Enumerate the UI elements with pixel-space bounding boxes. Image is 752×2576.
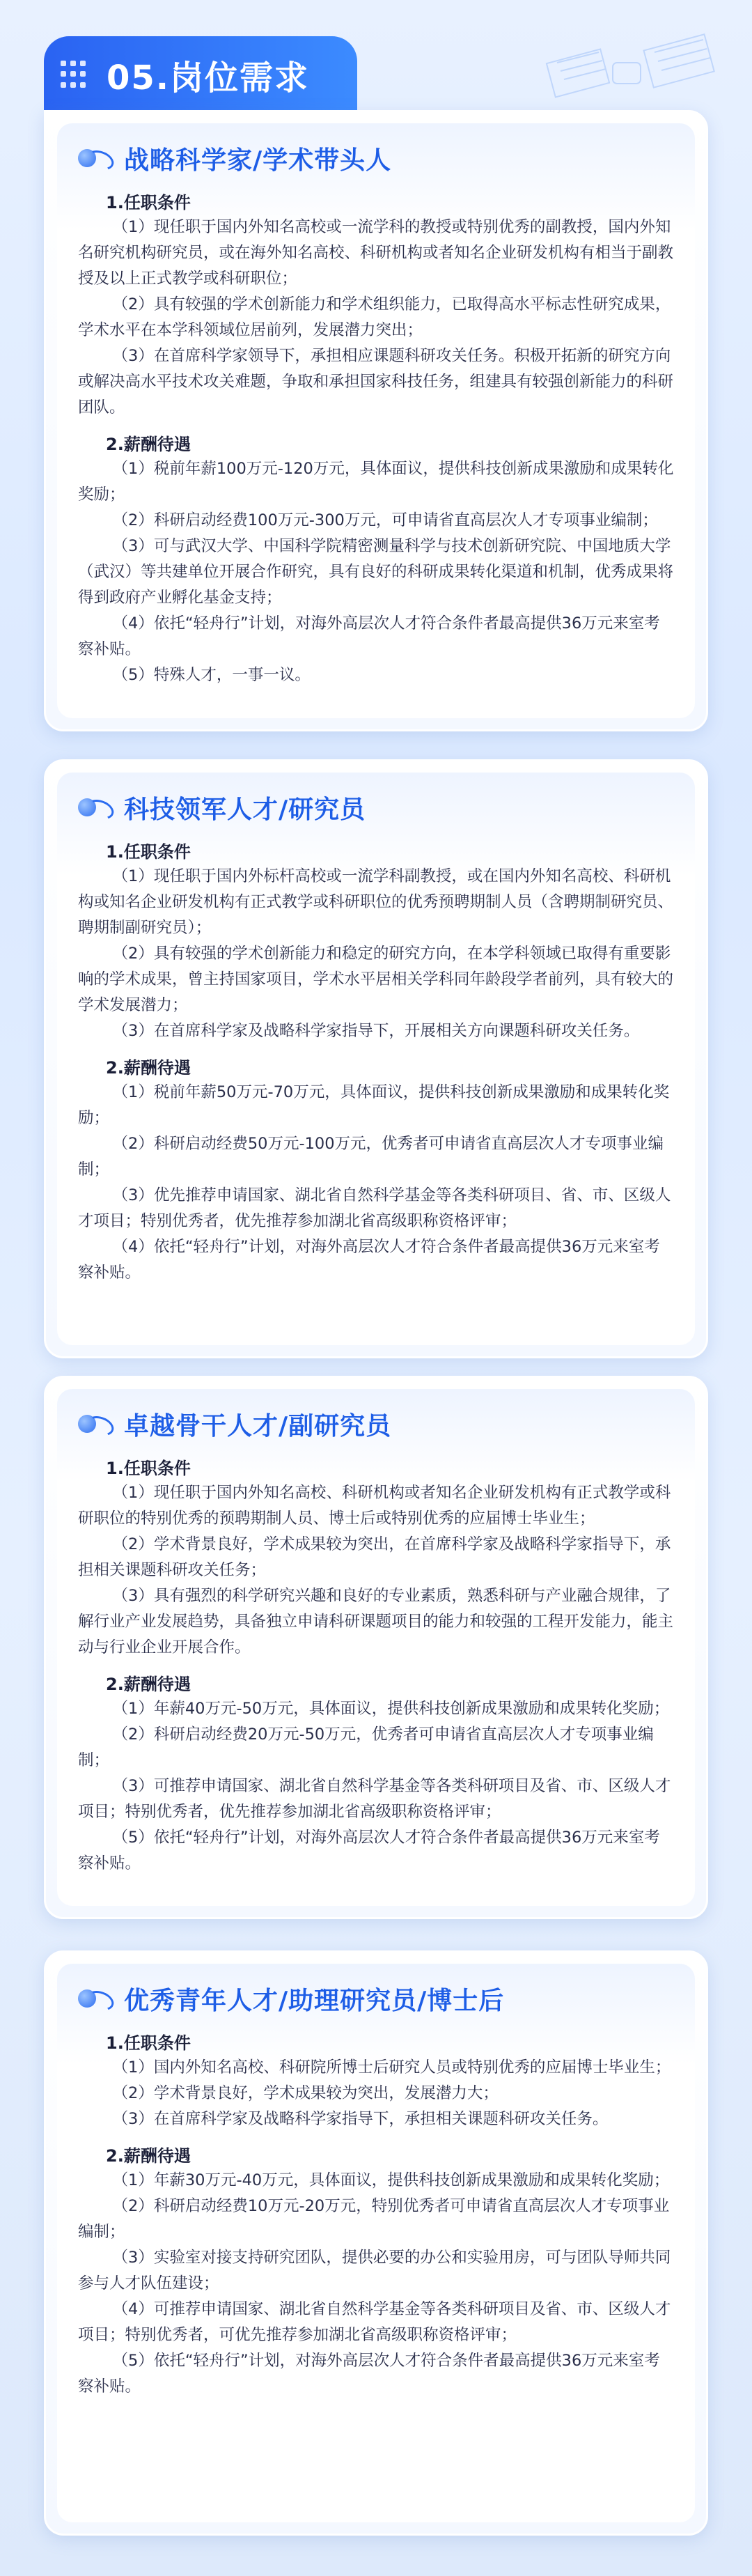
compensation-item: （5）依托“轻舟行”计划，对海外高层次人才符合条件者最高提供36万元来室考察补贴。: [78, 2352, 660, 2396]
compensation-item: （3）可与武汉大学、中国科学院精密测量科学与技术创新研究院、中国地质大学（武汉）等共建单位开展合作研究，具有良好的科研成果转化渠道和机制，优秀成果将得到政府产业孵化基金支持；: [78, 537, 674, 607]
compensation-item: （4）依托“轻舟行”计划，对海外高层次人才符合条件者最高提供36万元来室考察补贴。: [78, 614, 660, 658]
requirement-item: （3）在首席科学家及战略科学家指导下，承担相关课题科研攻关任务。: [112, 2110, 609, 2128]
compensation-item: （3）实验室对接支持研究团队，提供必要的办公和实验用房，可与团队导师共同参与人才队伍建设；: [78, 2249, 671, 2292]
requirement-item: （1）国内外知名高校、科研院所博士后研究人员或特别优秀的应届博士毕业生；: [112, 2058, 671, 2077]
requirement-item: （3）具有强烈的科学研究兴趣和良好的专业素质，熟悉科研与产业融合规律，了解行业产业发展趋势，具备独立申请科研课题项目的能力和较强的工程开发能力，能主动与行业企业开展合作。: [78, 1587, 674, 1656]
compensation-item: （2）科研启动经费20万元-50万元，优秀者可申请省直高层次人才专项事业编制；: [78, 1725, 654, 1769]
card-title: 战略科学家/学术带头人: [124, 146, 392, 175]
planet-orbit-icon: [78, 1415, 113, 1433]
compensation-item: （2）科研启动经费100万元-300万元，可申请省直高层次人才专项事业编制；: [112, 511, 658, 529]
card-title-row: [78, 786, 674, 828]
card-title: 优秀青年人才/助理研究员/博士后: [124, 1986, 505, 2015]
planet-orbit-icon: [78, 798, 113, 816]
planet-orbit-icon: [78, 149, 113, 167]
requirement-item: （1）现任职于国内外知名高校或一流学科的教授或特别优秀的副教授，国内外知名研究机构研究员，或在海外知名高校、科研机构或者知名企业研发机构有相当于副教授及以上正式教学或科研职位；: [78, 218, 674, 288]
requirement-item: （3）在首席科学家及战略科学家指导下，开展相关方向课题科研攻关任务。: [112, 1022, 640, 1040]
compensation-item: （2）科研启动经费50万元-100万元，优秀者可申请省直高层次人才专项事业编制；: [78, 1135, 664, 1179]
card-title: 卓越骨干人才/副研究员: [124, 1411, 392, 1441]
planet-orbit-icon: [78, 1989, 113, 2008]
compensation-item: （4）依托“轻舟行”计划，对海外高层次人才符合条件者最高提供36万元来室考察补贴。: [78, 1238, 660, 1282]
compensation-item: （1）年薪40万元-50万元，具体面议，提供科技创新成果激励和成果转化奖励；: [112, 1700, 670, 1718]
position-card-young-talent: [44, 1950, 708, 2536]
requirement-item: （2）学术背景良好，学术成果较为突出，发展潜力大；: [112, 2084, 499, 2102]
compensation-heading: 2.薪酬待遇: [106, 435, 191, 454]
grid-dots-icon: [61, 61, 88, 88]
card-title-row: [78, 137, 674, 179]
compensation-heading: 2.薪酬待遇: [106, 2146, 191, 2166]
compensation-item: （1）税前年薪50万元-70万元，具体面议，提供科技创新成果激励和成果转化奖励；: [78, 1083, 670, 1127]
compensation-item: （2）科研启动经费10万元-20万元，特别优秀者可申请省直高层次人才专项事业编制；: [78, 2197, 670, 2241]
requirements-heading: 1.任职条件: [106, 842, 191, 862]
section-header-tab: [44, 36, 357, 113]
card-title: 科技领军人才/研究员: [124, 795, 366, 824]
position-card-core-talent: [44, 1376, 708, 1919]
requirements-heading: 1.任职条件: [106, 193, 191, 212]
requirement-item: （2）具有较强的学术创新能力和稳定的研究方向，在本学科领域已取得有重要影响的学术成果，曾主持国家项目，学术水平居相关学科同年龄段学者前列，具有较大的学术发展潜力；: [78, 945, 674, 1014]
compensation-item: （4）可推荐申请国家、湖北省自然科学基金等各类科研项目及省、市、区级人才项目；特别优秀者，可优先推荐参加湖北省高级职称资格评审；: [78, 2300, 671, 2344]
compensation-heading: 2.薪酬待遇: [106, 1058, 191, 1078]
compensation-item: （5）依托“轻舟行”计划，对海外高层次人才符合条件者最高提供36万元来室考察补贴。: [78, 1829, 660, 1872]
compensation-item: （1）税前年薪100万元-120万元，具体面议，提供科技创新成果激励和成果转化奖励；: [78, 460, 674, 504]
compensation-item: （5）特殊人才，一事一议。: [112, 666, 311, 684]
compensation-heading: 2.薪酬待遇: [106, 1675, 191, 1694]
compensation-item: （3）优先推荐申请国家、湖北省自然科学基金等各类科研项目、省、市、区级人才项目；特别优秀者，优先推荐参加湖北省高级职称资格评审；: [78, 1186, 671, 1230]
requirements-heading: 1.任职条件: [106, 2033, 191, 2053]
requirement-item: （2）具有较强的学术创新能力和学术组织能力，已取得高水平标志性研究成果，学术水平在本学科领域位居前列，发展潜力突出；: [78, 295, 671, 339]
position-card-strategic-scientist: [44, 110, 708, 731]
position-card-tech-leader: [44, 759, 708, 1358]
requirement-item: （1）现任职于国内外标杆高校或一流学科副教授，或在国内外知名高校、科研机构或知名企业研发机构有正式教学或科研职位的优秀预聘期制人员（含聘期制研究员、聘期制副研究员）；: [78, 867, 674, 937]
compensation-item: （3）可推荐申请国家、湖北省自然科学基金等各类科研项目及省、市、区级人才项目；特别优秀者，优先推荐参加湖北省高级职称资格评审；: [78, 1777, 671, 1821]
compensation-item: （1）年薪30万元-40万元，具体面议，提供科技创新成果激励和成果转化奖励；: [112, 2171, 670, 2189]
card-title-row: [78, 1403, 674, 1445]
requirement-item: （1）现任职于国内外知名高校、科研机构或者知名企业研发机构有正式教学或科研职位的特别优秀的预聘期制人员、博士后或特别优秀的应届博士毕业生；: [78, 1484, 671, 1528]
card-title-row: [78, 1978, 674, 2019]
section-title: 05.岗位需求: [107, 58, 310, 98]
requirement-item: （2）学术背景良好，学术成果较为突出，在首席科学家及战略科学家指导下，承担相关课题科研攻关任务；: [78, 1535, 671, 1579]
requirements-heading: 1.任职条件: [106, 1459, 191, 1478]
requirement-item: （3）在首席科学家领导下，承担相应课题科研攻关任务。积极开拓新的研究方向或解决高水平技术攻关难题，争取和承担国家科技任务，组建具有较强创新能力的科研团队。: [78, 347, 674, 417]
